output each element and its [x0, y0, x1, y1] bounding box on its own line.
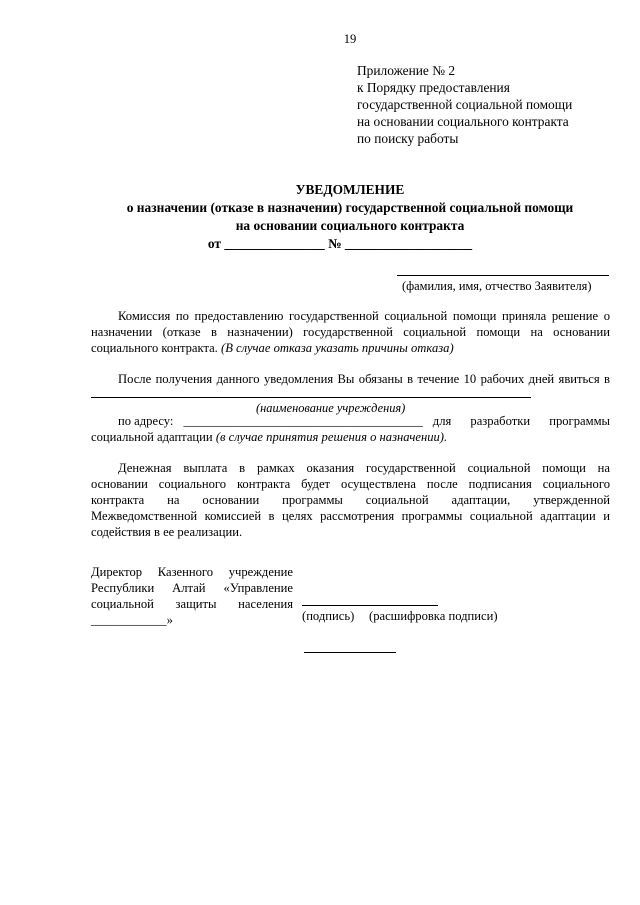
address-line — [118, 414, 610, 429]
appendix-line: Приложение № 2 — [357, 63, 456, 78]
paragraph-line — [91, 341, 454, 356]
page-number: 19 — [343, 32, 357, 46]
paragraph-line: назначении (отказе в назначении) государственной социальной помощи на основании — [91, 325, 610, 339]
paragraph-line: Межведомственной комиссией в целях рассмотрения программы социальной адаптации и — [91, 509, 610, 523]
recipient-caption: (фамилия, имя, отчество Заявителя) — [402, 279, 592, 293]
recipient-blank-line — [397, 275, 609, 276]
paragraph-line: содействия в ее реализации. — [91, 525, 243, 539]
date-number-line: от _______________ № ___________________ — [207, 236, 473, 251]
refusal-note: (В случае отказа указать причины отказа) — [221, 341, 454, 355]
appendix-line: по поиску работы — [357, 131, 459, 146]
paragraph-text: социального контракта. — [91, 341, 218, 355]
appendix-line: к Порядку предоставления — [357, 80, 510, 95]
date-blank-line — [304, 652, 396, 653]
signature-caption: (подпись) — [302, 609, 355, 623]
paragraph-line: контракта на основании программы социальной адаптации, утвержденной — [91, 493, 610, 507]
signer-title-line: Республики Алтай «Управление — [91, 581, 293, 595]
paragraph-line: основании социального контракта будет осуществлена после подписания социального — [91, 477, 610, 491]
institution-blank-line — [91, 397, 531, 398]
appendix-line: государственной социальной помощи — [357, 97, 573, 112]
paragraph-line: После получения данного уведомления Вы обязаны в течение 10 рабочих дней явиться в — [118, 372, 610, 386]
address-rest: для разработки программы — [432, 414, 610, 428]
document-subtitle: на основании социального контракта — [235, 218, 465, 233]
signature-blank-line — [302, 605, 438, 606]
appendix-line: на основании социального контракта — [357, 114, 569, 129]
appointment-note: (в случае принятия решения о назначении). — [215, 430, 448, 444]
signer-title-line: ____________» — [91, 613, 173, 627]
signature-decode-caption: (расшифровка подписи) — [369, 609, 498, 623]
paragraph-line: Денежная выплата в рамках оказания государственной социальной помощи на — [118, 461, 610, 475]
institution-caption: (наименование учреждения) — [256, 401, 406, 415]
address-label: по адресу: — [118, 414, 174, 428]
signer-title-line: социальной защиты населения — [91, 597, 293, 611]
address-blank: ______________________________________ — [183, 414, 423, 428]
paragraph-line: Комиссия по предоставлению государственной социальной помощи приняла решение о — [118, 309, 610, 323]
document-subtitle: о назначении (отказе в назначении) государственной социальной помощи — [126, 200, 574, 215]
document-title: УВЕДОМЛЕНИЕ — [295, 182, 405, 197]
paragraph-line — [91, 430, 447, 445]
signer-title-line: Директор Казенного учреждение — [91, 565, 293, 579]
paragraph-text: социальной адаптации — [91, 430, 213, 444]
appendix-block — [357, 62, 617, 147]
